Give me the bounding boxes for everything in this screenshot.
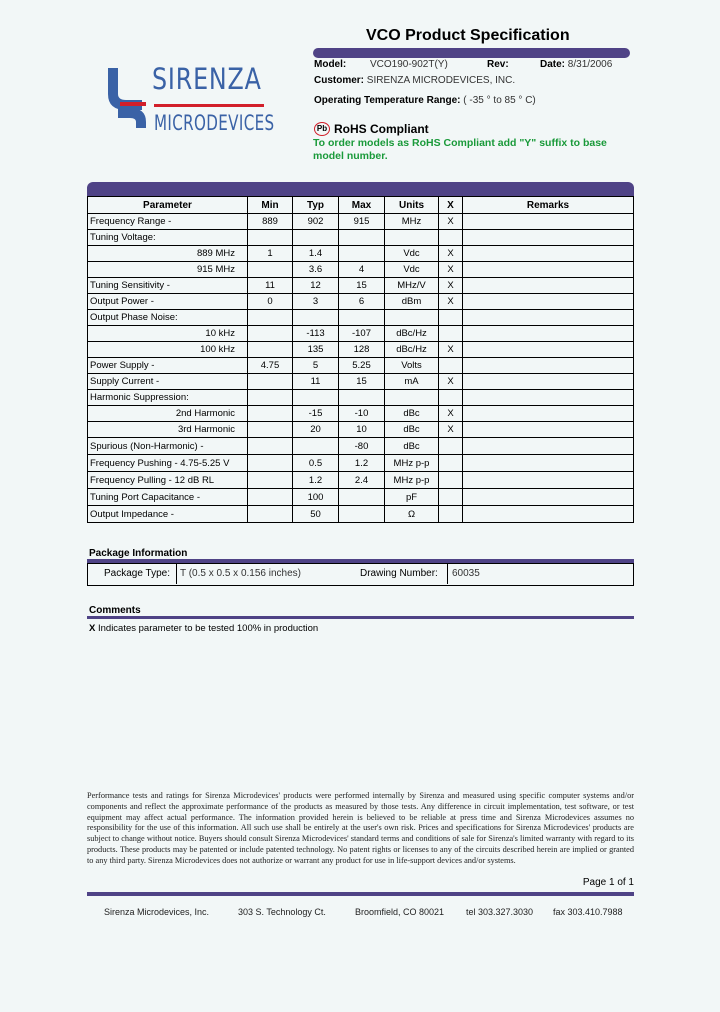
spec-table-body	[88, 214, 634, 523]
min-cell: 4.75	[248, 358, 293, 374]
remarks-cell	[463, 214, 634, 230]
param-cell: Output Phase Noise:	[88, 310, 248, 326]
max-cell: 915	[339, 214, 385, 230]
min-cell: 889	[248, 214, 293, 230]
param-cell: Output Impedance -	[88, 506, 248, 523]
logo-subtitle: MICRODEVICES	[154, 111, 275, 135]
remarks-cell	[463, 374, 634, 390]
x-cell	[439, 489, 463, 506]
rohs-note: To order models as RoHS Compliant add "Y" suffix to base model number.	[313, 137, 607, 162]
min-cell	[248, 342, 293, 358]
footer-tel: tel 303.327.3030	[466, 907, 534, 917]
table-row	[88, 472, 634, 489]
min-cell	[248, 310, 293, 326]
typ-cell: -15	[293, 406, 339, 422]
max-cell: 10	[339, 422, 385, 438]
typ-cell: 902	[293, 214, 339, 230]
typ-cell: 20	[293, 422, 339, 438]
remarks-cell	[463, 455, 634, 472]
x-cell: X	[439, 246, 463, 262]
max-cell: 2.4	[339, 472, 385, 489]
col-parameter: Parameter	[88, 197, 248, 214]
remarks-cell	[463, 506, 634, 523]
typ-cell	[293, 438, 339, 455]
table-row	[88, 230, 634, 246]
units-cell: dBc	[385, 438, 439, 455]
table-row	[88, 214, 634, 230]
col-min: Min	[248, 197, 293, 214]
comment-line	[89, 623, 318, 634]
max-cell	[339, 506, 385, 523]
spec-table-header	[88, 197, 634, 214]
remarks-cell	[463, 230, 634, 246]
x-cell	[439, 230, 463, 246]
max-cell: 5.25	[339, 358, 385, 374]
col-max: Max	[339, 197, 385, 214]
max-cell: 6	[339, 294, 385, 310]
table-row	[88, 262, 634, 278]
table-row	[88, 278, 634, 294]
package-type-value: T (0.5 x 0.5 x 0.156 inches)	[180, 568, 301, 579]
param-cell: 889 MHz	[88, 246, 248, 262]
x-cell	[439, 310, 463, 326]
units-cell	[385, 230, 439, 246]
units-cell: dBc/Hz	[385, 342, 439, 358]
typ-cell: 100	[293, 489, 339, 506]
min-cell	[248, 455, 293, 472]
units-cell: MHz p-p	[385, 472, 439, 489]
typ-cell	[293, 310, 339, 326]
units-cell: dBc	[385, 406, 439, 422]
units-cell	[385, 310, 439, 326]
typ-cell: 11	[293, 374, 339, 390]
col-typ: Typ	[293, 197, 339, 214]
remarks-cell	[463, 278, 634, 294]
remarks-cell	[463, 246, 634, 262]
max-cell: 1.2	[339, 455, 385, 472]
max-cell: 15	[339, 278, 385, 294]
page-number: Page 1 of 1	[582, 877, 634, 888]
min-cell	[248, 390, 293, 406]
max-cell: -107	[339, 326, 385, 342]
footer-divider	[87, 892, 634, 896]
units-cell: MHz/V	[385, 278, 439, 294]
footer-fax: fax 303.410.7988	[553, 907, 623, 917]
table-row	[88, 374, 634, 390]
remarks-cell	[463, 438, 634, 455]
x-cell	[439, 455, 463, 472]
logo-divider	[154, 104, 264, 107]
table-row	[88, 358, 634, 374]
remarks-cell	[463, 310, 634, 326]
company-logo	[102, 60, 275, 140]
table-row	[88, 455, 634, 472]
units-cell: Vdc	[385, 262, 439, 278]
max-cell: 128	[339, 342, 385, 358]
param-cell: 915 MHz	[88, 262, 248, 278]
col-remarks: Remarks	[463, 197, 634, 214]
drawing-number-label: Drawing Number:	[360, 568, 438, 579]
typ-cell: 0.5	[293, 455, 339, 472]
param-cell: 2nd Harmonic	[88, 406, 248, 422]
package-type-label: Package Type:	[104, 568, 170, 579]
units-cell: dBm	[385, 294, 439, 310]
drawing-number-value: 60035	[452, 568, 480, 579]
rev-field	[487, 59, 509, 70]
param-cell: 100 kHz	[88, 342, 248, 358]
max-cell: 15	[339, 374, 385, 390]
table-row	[88, 438, 634, 455]
typ-cell	[293, 390, 339, 406]
param-cell: Power Supply -	[88, 358, 248, 374]
param-cell: Tuning Port Capacitance -	[88, 489, 248, 506]
typ-cell: -113	[293, 326, 339, 342]
customer-value: SIRENZA MICRODEVICES, INC.	[366, 75, 516, 86]
table-row	[88, 246, 634, 262]
max-cell	[339, 246, 385, 262]
col-units: Units	[385, 197, 439, 214]
remarks-cell	[463, 342, 634, 358]
min-cell	[248, 230, 293, 246]
typ-cell: 135	[293, 342, 339, 358]
model-value	[370, 59, 448, 70]
x-cell	[439, 358, 463, 374]
param-cell: Frequency Range -	[88, 214, 248, 230]
rohs-pb-icon: Pb	[314, 122, 330, 136]
min-cell	[248, 406, 293, 422]
param-cell: Tuning Sensitivity -	[88, 278, 248, 294]
typ-cell: 12	[293, 278, 339, 294]
model-field	[314, 59, 346, 70]
temperature-field	[314, 95, 536, 106]
remarks-cell	[463, 294, 634, 310]
param-cell: Frequency Pushing - 4.75-5.25 V	[88, 455, 248, 472]
min-cell	[248, 489, 293, 506]
date-label: Date:	[540, 59, 566, 70]
x-cell: X	[439, 374, 463, 390]
typ-cell: 1.4	[293, 246, 339, 262]
param-cell: Tuning Voltage:	[88, 230, 248, 246]
max-cell	[339, 390, 385, 406]
comment-text: Indicates parameter to be tested 100% in production	[97, 623, 319, 634]
x-cell: X	[439, 262, 463, 278]
x-cell: X	[439, 342, 463, 358]
temperature-value: ( -35 ° to 85 ° C)	[463, 95, 536, 106]
table-row	[88, 294, 634, 310]
table-row	[88, 422, 634, 438]
table-row	[88, 326, 634, 342]
title-divider	[313, 48, 630, 58]
remarks-cell	[463, 262, 634, 278]
comment-marker: X	[89, 623, 96, 634]
min-cell: 0	[248, 294, 293, 310]
typ-cell: 3	[293, 294, 339, 310]
units-cell	[385, 390, 439, 406]
units-cell: Ω	[385, 506, 439, 523]
sirenza-logo-icon	[102, 64, 150, 132]
remarks-cell	[463, 489, 634, 506]
remarks-cell	[463, 422, 634, 438]
temperature-label: Operating Temperature Range:	[314, 95, 461, 106]
x-cell: X	[439, 214, 463, 230]
param-cell: Spurious (Non-Harmonic) -	[88, 438, 248, 455]
x-cell: X	[439, 406, 463, 422]
spec-table-header-bar	[87, 182, 634, 196]
footer-company: Sirenza Microdevices, Inc.	[104, 907, 210, 917]
package-title: Package Information	[89, 548, 188, 559]
table-row	[88, 506, 634, 523]
param-cell: 10 kHz	[88, 326, 248, 342]
table-row	[88, 406, 634, 422]
min-cell: 1	[248, 246, 293, 262]
remarks-cell	[463, 326, 634, 342]
package-divider-line	[447, 564, 448, 584]
units-cell: mA	[385, 374, 439, 390]
min-cell	[248, 374, 293, 390]
min-cell	[248, 472, 293, 489]
min-cell	[248, 506, 293, 523]
units-cell: MHz	[385, 214, 439, 230]
x-cell	[439, 326, 463, 342]
model-label: Model:	[314, 59, 347, 70]
units-cell: dBc	[385, 422, 439, 438]
typ-cell: 1.2	[293, 472, 339, 489]
x-cell: X	[439, 422, 463, 438]
units-cell: dBc/Hz	[385, 326, 439, 342]
comments-title: Comments	[89, 605, 141, 616]
param-cell: Output Power -	[88, 294, 248, 310]
param-cell: Harmonic Suppression:	[88, 390, 248, 406]
document-title: VCO Product Specification	[366, 27, 570, 44]
min-cell	[248, 262, 293, 278]
max-cell: 4	[339, 262, 385, 278]
logo-wordmark: SIRENZA	[152, 62, 262, 96]
param-cell: Frequency Pulling - 12 dB RL	[88, 472, 248, 489]
rohs-label: RoHS Compliant	[334, 122, 429, 136]
table-row	[88, 310, 634, 326]
spec-table	[87, 196, 634, 523]
typ-cell: 50	[293, 506, 339, 523]
min-cell	[248, 422, 293, 438]
x-cell	[439, 390, 463, 406]
remarks-cell	[463, 358, 634, 374]
typ-cell: 3.6	[293, 262, 339, 278]
legal-disclaimer: Performance tests and ratings for Sirenza Microdevices' products were performed internally by Sirenza and measured using specific computer systems and/or components and reflect the approximate performance of the products as measured by those tests. Any difference in circuit implementation, test software, or test equipment may affect actual performance. The information provided herein is believed to be reliable at press time and Sirenza Microdevices assumes no responsibility for the use of this information. All such use shall be entirely at the user's own risk. Prices and specifications for Sirenza Microdevices' products are subject to change without notice. Buyers should consult Sirenza Microdevices' standard terms and conditions of sale for Sirenza's limited warranty with regard to its products. These products may be patented or include patented technology. No patent rights or licenses to any of the circuits described herein are implied or granted to any third party. Sirenza Microdevices does not authorize or warrant any product for use in life-support devices and/or systems.	[87, 791, 634, 865]
table-row	[88, 390, 634, 406]
units-cell: Vdc	[385, 246, 439, 262]
param-cell: Supply Current -	[88, 374, 248, 390]
footer-city: Broomfield, CO 80021	[355, 907, 445, 917]
max-cell	[339, 310, 385, 326]
x-cell	[439, 506, 463, 523]
x-cell	[439, 472, 463, 489]
date-value: 8/31/2006	[567, 59, 613, 70]
param-cell: 3rd Harmonic	[88, 422, 248, 438]
units-cell: Volts	[385, 358, 439, 374]
units-cell: MHz p-p	[385, 455, 439, 472]
x-cell: X	[439, 294, 463, 310]
max-cell: -80	[339, 438, 385, 455]
package-divider-line	[176, 564, 177, 584]
x-cell	[439, 438, 463, 455]
rev-label: Rev:	[487, 59, 509, 70]
table-row	[88, 489, 634, 506]
customer-field	[314, 75, 515, 86]
remarks-cell	[463, 472, 634, 489]
remarks-cell	[463, 390, 634, 406]
units-cell: pF	[385, 489, 439, 506]
customer-label: Customer:	[314, 75, 365, 86]
x-cell: X	[439, 278, 463, 294]
max-cell	[339, 230, 385, 246]
table-row	[88, 342, 634, 358]
min-cell	[248, 438, 293, 455]
typ-cell	[293, 230, 339, 246]
remarks-cell	[463, 406, 634, 422]
min-cell: 11	[248, 278, 293, 294]
min-cell	[248, 326, 293, 342]
footer-address: 303 S. Technology Ct.	[238, 907, 326, 917]
typ-cell: 5	[293, 358, 339, 374]
date-field	[540, 59, 612, 70]
max-cell	[339, 489, 385, 506]
comments-divider	[87, 616, 634, 619]
max-cell: -10	[339, 406, 385, 422]
model-value-text: VCO190-902T(Y)	[370, 59, 448, 70]
package-info-box	[87, 563, 634, 586]
col-x: X	[439, 197, 463, 214]
